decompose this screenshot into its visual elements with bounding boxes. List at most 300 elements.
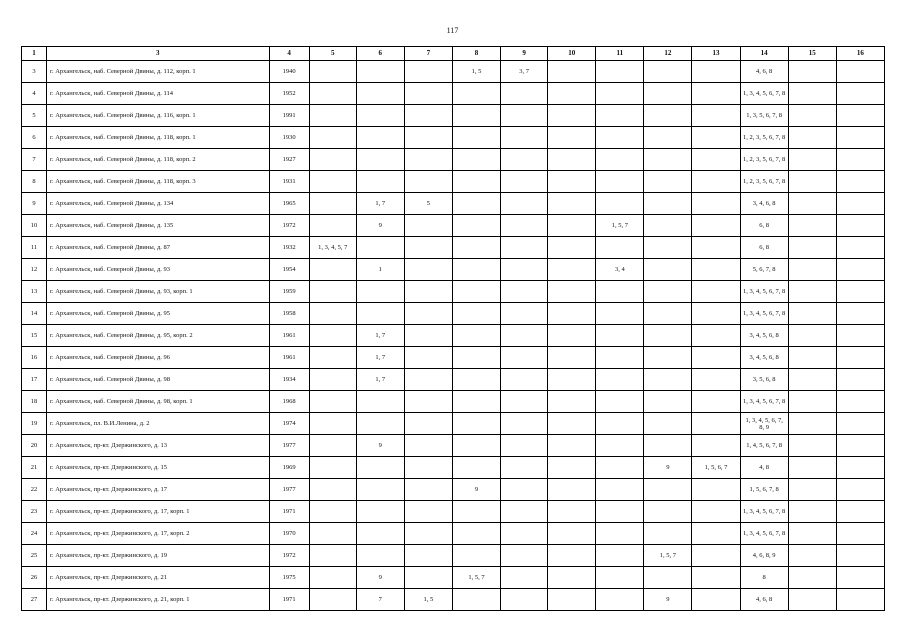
table-cell bbox=[788, 567, 836, 589]
table-cell bbox=[309, 391, 356, 413]
table-cell bbox=[644, 347, 692, 369]
table-cell: 1, 5, 7 bbox=[644, 545, 692, 567]
table-cell bbox=[788, 589, 836, 611]
table-cell bbox=[596, 479, 644, 501]
table-cell bbox=[788, 501, 836, 523]
table-cell bbox=[788, 193, 836, 215]
table-cell: 1974 bbox=[269, 413, 309, 435]
table-cell: 6, 8 bbox=[740, 215, 788, 237]
table-cell bbox=[452, 127, 500, 149]
table-cell bbox=[596, 237, 644, 259]
column-header: 1 bbox=[22, 47, 47, 61]
table-cell bbox=[596, 281, 644, 303]
table-cell: 4, 6, 8 bbox=[740, 589, 788, 611]
row-number-cell: 24 bbox=[22, 523, 47, 545]
table-cell bbox=[692, 83, 740, 105]
table-cell bbox=[596, 303, 644, 325]
address-cell: г. Архангельск, пр-кт. Дзержинского, д. 17, корп. 1 bbox=[47, 501, 270, 523]
table-cell bbox=[309, 369, 356, 391]
table-cell bbox=[501, 567, 548, 589]
address-cell: г. Архангельск, наб. Северной Двины, д. 95, корп. 2 bbox=[47, 325, 270, 347]
table-cell bbox=[692, 61, 740, 83]
row-number-cell: 4 bbox=[22, 83, 47, 105]
table-cell bbox=[356, 171, 404, 193]
table-row bbox=[22, 435, 885, 457]
address-cell: г. Архангельск, наб. Северной Двины, д. 118, корп. 1 bbox=[47, 127, 270, 149]
table-cell bbox=[452, 347, 500, 369]
table-cell: 1, 2, 3, 5, 6, 7, 8 bbox=[740, 149, 788, 171]
table-cell bbox=[836, 435, 884, 457]
table-cell: 1, 2, 3, 5, 6, 7, 8 bbox=[740, 127, 788, 149]
row-number-cell: 12 bbox=[22, 259, 47, 281]
table-row bbox=[22, 127, 885, 149]
table-cell bbox=[836, 567, 884, 589]
table-row bbox=[22, 523, 885, 545]
table-cell bbox=[692, 215, 740, 237]
table-cell bbox=[596, 589, 644, 611]
table-cell bbox=[501, 193, 548, 215]
table-cell bbox=[404, 369, 452, 391]
table-cell bbox=[452, 589, 500, 611]
table-cell: 9 bbox=[356, 215, 404, 237]
table-cell: 3, 7 bbox=[501, 61, 548, 83]
table-cell bbox=[644, 149, 692, 171]
table-cell bbox=[501, 215, 548, 237]
table-cell bbox=[309, 501, 356, 523]
table-cell bbox=[596, 347, 644, 369]
row-number-cell: 3 bbox=[22, 61, 47, 83]
table-cell: 1, 3, 4, 5, 6, 7, 8, 9 bbox=[740, 413, 788, 435]
table-cell bbox=[548, 391, 596, 413]
table-cell bbox=[309, 457, 356, 479]
table-cell bbox=[692, 391, 740, 413]
row-number-cell: 15 bbox=[22, 325, 47, 347]
table-cell bbox=[452, 215, 500, 237]
table-cell bbox=[404, 325, 452, 347]
table-cell bbox=[501, 325, 548, 347]
table-row bbox=[22, 369, 885, 391]
table-cell: 1961 bbox=[269, 347, 309, 369]
table-cell bbox=[309, 193, 356, 215]
table-cell bbox=[452, 237, 500, 259]
table-cell bbox=[404, 259, 452, 281]
table-body bbox=[22, 61, 885, 611]
table-cell bbox=[644, 523, 692, 545]
table-row bbox=[22, 61, 885, 83]
table-row bbox=[22, 303, 885, 325]
table-cell bbox=[836, 149, 884, 171]
table-cell bbox=[452, 369, 500, 391]
table-cell bbox=[548, 171, 596, 193]
table-row bbox=[22, 567, 885, 589]
table-cell bbox=[452, 391, 500, 413]
address-cell: г. Архангельск, наб. Северной Двины, д. 96 bbox=[47, 347, 270, 369]
table-cell bbox=[836, 215, 884, 237]
table-cell bbox=[309, 259, 356, 281]
row-number-cell: 25 bbox=[22, 545, 47, 567]
table-cell: 3, 5, 6, 8 bbox=[740, 369, 788, 391]
table-cell bbox=[596, 567, 644, 589]
table-cell bbox=[836, 457, 884, 479]
table-cell bbox=[596, 435, 644, 457]
address-cell: г. Архангельск, наб. Северной Двины, д. 116, корп. 1 bbox=[47, 105, 270, 127]
table-cell bbox=[836, 127, 884, 149]
table-cell bbox=[548, 325, 596, 347]
table-cell bbox=[356, 105, 404, 127]
table-cell bbox=[548, 105, 596, 127]
row-number-cell: 17 bbox=[22, 369, 47, 391]
table-cell bbox=[692, 237, 740, 259]
register-table bbox=[21, 46, 885, 611]
table-cell: 1954 bbox=[269, 259, 309, 281]
table-cell bbox=[404, 171, 452, 193]
table-cell bbox=[548, 457, 596, 479]
table-cell bbox=[548, 479, 596, 501]
table-cell bbox=[596, 325, 644, 347]
table-cell bbox=[836, 501, 884, 523]
table-cell bbox=[836, 545, 884, 567]
table-cell: 1975 bbox=[269, 567, 309, 589]
table-cell bbox=[501, 369, 548, 391]
table-cell: 5 bbox=[404, 193, 452, 215]
table-cell bbox=[788, 105, 836, 127]
table-cell: 1991 bbox=[269, 105, 309, 127]
table-cell bbox=[788, 83, 836, 105]
table-cell bbox=[836, 281, 884, 303]
table-row bbox=[22, 149, 885, 171]
table-row bbox=[22, 215, 885, 237]
table-cell bbox=[309, 567, 356, 589]
table-cell bbox=[452, 193, 500, 215]
table-cell bbox=[404, 391, 452, 413]
row-number-cell: 11 bbox=[22, 237, 47, 259]
table-cell bbox=[548, 61, 596, 83]
table-cell bbox=[309, 545, 356, 567]
table-cell bbox=[356, 479, 404, 501]
table-cell bbox=[692, 171, 740, 193]
table-cell: 1932 bbox=[269, 237, 309, 259]
table-cell bbox=[596, 501, 644, 523]
column-header: 7 bbox=[404, 47, 452, 61]
address-cell: г. Архангельск, наб. Северной Двины, д. 87 bbox=[47, 237, 270, 259]
table-cell bbox=[501, 303, 548, 325]
table-cell bbox=[644, 479, 692, 501]
table-cell bbox=[788, 347, 836, 369]
table-cell bbox=[644, 105, 692, 127]
table-cell bbox=[452, 303, 500, 325]
table-cell: 1940 bbox=[269, 61, 309, 83]
table-cell bbox=[644, 259, 692, 281]
column-header: 12 bbox=[644, 47, 692, 61]
table-cell bbox=[692, 259, 740, 281]
table-cell bbox=[644, 325, 692, 347]
table-cell bbox=[501, 435, 548, 457]
table-row bbox=[22, 105, 885, 127]
table-cell: 1, 3, 4, 5, 6, 7, 8 bbox=[740, 391, 788, 413]
table-cell: 1, 3, 4, 5, 7 bbox=[309, 237, 356, 259]
table-row bbox=[22, 281, 885, 303]
table-cell bbox=[548, 413, 596, 435]
table-cell bbox=[788, 413, 836, 435]
table-cell: 1, 4, 5, 6, 7, 8 bbox=[740, 435, 788, 457]
table-cell bbox=[356, 545, 404, 567]
table-cell bbox=[692, 435, 740, 457]
table-cell bbox=[404, 501, 452, 523]
address-cell: г. Архангельск, наб. Северной Двины, д. 93 bbox=[47, 259, 270, 281]
table-cell: 1, 2, 3, 5, 6, 7, 8 bbox=[740, 171, 788, 193]
table-cell bbox=[596, 545, 644, 567]
table-cell bbox=[836, 589, 884, 611]
table-cell bbox=[596, 149, 644, 171]
row-number-cell: 20 bbox=[22, 435, 47, 457]
table-cell bbox=[309, 127, 356, 149]
table-cell bbox=[356, 523, 404, 545]
table-cell bbox=[548, 369, 596, 391]
table-cell bbox=[501, 171, 548, 193]
table-cell bbox=[356, 127, 404, 149]
table-cell: 1, 7 bbox=[356, 193, 404, 215]
table-cell bbox=[501, 149, 548, 171]
table-cell bbox=[692, 193, 740, 215]
table-cell bbox=[404, 457, 452, 479]
row-number-cell: 7 bbox=[22, 149, 47, 171]
table-cell bbox=[356, 237, 404, 259]
table-cell bbox=[501, 259, 548, 281]
row-number-cell: 6 bbox=[22, 127, 47, 149]
table-cell bbox=[644, 193, 692, 215]
table-cell bbox=[548, 303, 596, 325]
table-cell bbox=[644, 435, 692, 457]
table-cell bbox=[788, 281, 836, 303]
row-number-cell: 5 bbox=[22, 105, 47, 127]
table-cell bbox=[309, 347, 356, 369]
header-row bbox=[22, 47, 885, 61]
address-cell: г. Архангельск, пр-кт. Дзержинского, д. 13 bbox=[47, 435, 270, 457]
table-cell bbox=[644, 413, 692, 435]
table-cell bbox=[452, 413, 500, 435]
table-cell: 1934 bbox=[269, 369, 309, 391]
table-cell bbox=[788, 435, 836, 457]
table-cell bbox=[644, 171, 692, 193]
table-cell: 9 bbox=[644, 457, 692, 479]
table-cell: 3, 4 bbox=[596, 259, 644, 281]
table-cell bbox=[309, 149, 356, 171]
table-cell bbox=[692, 347, 740, 369]
row-number-cell: 22 bbox=[22, 479, 47, 501]
table-cell bbox=[644, 567, 692, 589]
table-cell bbox=[501, 105, 548, 127]
table-row bbox=[22, 501, 885, 523]
table-cell bbox=[596, 391, 644, 413]
table-cell bbox=[596, 61, 644, 83]
table-cell bbox=[788, 127, 836, 149]
table-cell: 1, 7 bbox=[356, 347, 404, 369]
table-cell: 6, 8 bbox=[740, 237, 788, 259]
table-cell bbox=[309, 83, 356, 105]
table-cell bbox=[309, 479, 356, 501]
table-cell bbox=[836, 523, 884, 545]
table-cell bbox=[836, 391, 884, 413]
table-cell bbox=[596, 105, 644, 127]
table-cell bbox=[692, 523, 740, 545]
column-header: 4 bbox=[269, 47, 309, 61]
table-cell bbox=[692, 545, 740, 567]
table-cell bbox=[548, 567, 596, 589]
table-cell bbox=[309, 325, 356, 347]
table-row bbox=[22, 391, 885, 413]
table-cell bbox=[644, 237, 692, 259]
table-cell bbox=[309, 281, 356, 303]
table-cell: 9 bbox=[452, 479, 500, 501]
table-cell bbox=[404, 105, 452, 127]
table-cell bbox=[836, 171, 884, 193]
table-cell bbox=[501, 457, 548, 479]
address-cell: г. Архангельск, наб. Северной Двины, д. 98 bbox=[47, 369, 270, 391]
table-row bbox=[22, 457, 885, 479]
table-cell bbox=[548, 589, 596, 611]
table-cell bbox=[548, 149, 596, 171]
table-cell bbox=[356, 303, 404, 325]
address-cell: г. Архангельск, пл. В.И.Ленина, д. 2 bbox=[47, 413, 270, 435]
row-number-cell: 8 bbox=[22, 171, 47, 193]
row-number-cell: 26 bbox=[22, 567, 47, 589]
table-cell bbox=[309, 61, 356, 83]
table-cell bbox=[309, 215, 356, 237]
table-cell bbox=[452, 171, 500, 193]
table-cell: 1971 bbox=[269, 589, 309, 611]
table-cell: 1971 bbox=[269, 501, 309, 523]
table-cell bbox=[692, 325, 740, 347]
table-cell bbox=[452, 83, 500, 105]
table-cell: 1, 3, 4, 5, 6, 7, 8 bbox=[740, 501, 788, 523]
table-cell: 1, 7 bbox=[356, 369, 404, 391]
table-cell bbox=[836, 193, 884, 215]
table-cell bbox=[692, 281, 740, 303]
table-cell bbox=[788, 325, 836, 347]
table-cell bbox=[836, 259, 884, 281]
column-header: 6 bbox=[356, 47, 404, 61]
table-cell bbox=[692, 369, 740, 391]
table-cell: 4, 6, 8, 9 bbox=[740, 545, 788, 567]
table-cell bbox=[692, 105, 740, 127]
table-cell bbox=[404, 545, 452, 567]
table-cell bbox=[788, 457, 836, 479]
table-cell bbox=[692, 479, 740, 501]
table-cell: 1, 5, 6, 7 bbox=[692, 457, 740, 479]
table-cell bbox=[692, 501, 740, 523]
table-cell bbox=[501, 413, 548, 435]
table-cell bbox=[692, 589, 740, 611]
table-cell bbox=[836, 369, 884, 391]
table-cell bbox=[356, 501, 404, 523]
table-cell bbox=[548, 545, 596, 567]
table-cell: 1, 5, 6, 7, 8 bbox=[740, 479, 788, 501]
table-cell: 5, 6, 7, 8 bbox=[740, 259, 788, 281]
table-cell: 1, 3, 4, 5, 6, 7, 8 bbox=[740, 83, 788, 105]
row-number-cell: 13 bbox=[22, 281, 47, 303]
table-cell bbox=[548, 215, 596, 237]
table-cell bbox=[309, 435, 356, 457]
table-cell bbox=[788, 215, 836, 237]
table-cell bbox=[452, 325, 500, 347]
row-number-cell: 9 bbox=[22, 193, 47, 215]
table-cell bbox=[548, 501, 596, 523]
row-number-cell: 16 bbox=[22, 347, 47, 369]
table-cell: 7 bbox=[356, 589, 404, 611]
column-header: 10 bbox=[548, 47, 596, 61]
table-cell bbox=[356, 457, 404, 479]
table-cell bbox=[452, 105, 500, 127]
table-cell bbox=[548, 347, 596, 369]
table-cell bbox=[836, 237, 884, 259]
table-cell bbox=[501, 391, 548, 413]
table-cell: 1927 bbox=[269, 149, 309, 171]
table-cell bbox=[596, 83, 644, 105]
row-number-cell: 18 bbox=[22, 391, 47, 413]
table-cell bbox=[548, 435, 596, 457]
table-cell: 1, 5, 7 bbox=[596, 215, 644, 237]
address-cell: г. Архангельск, пр-кт. Дзержинского, д. 15 bbox=[47, 457, 270, 479]
table-row bbox=[22, 347, 885, 369]
table-cell bbox=[356, 413, 404, 435]
table-cell bbox=[548, 127, 596, 149]
address-cell: г. Архангельск, пр-кт. Дзержинского, д. 19 bbox=[47, 545, 270, 567]
table-row bbox=[22, 171, 885, 193]
table-cell bbox=[644, 61, 692, 83]
table-cell bbox=[788, 237, 836, 259]
table-cell bbox=[452, 149, 500, 171]
table-cell bbox=[596, 457, 644, 479]
table-cell bbox=[548, 83, 596, 105]
table-cell bbox=[356, 83, 404, 105]
table-cell bbox=[501, 347, 548, 369]
table-cell bbox=[356, 61, 404, 83]
column-header: 11 bbox=[596, 47, 644, 61]
table-cell bbox=[404, 567, 452, 589]
table-cell bbox=[692, 127, 740, 149]
table-cell bbox=[309, 523, 356, 545]
table-cell bbox=[644, 501, 692, 523]
column-header: 15 bbox=[788, 47, 836, 61]
column-header: 14 bbox=[740, 47, 788, 61]
address-cell: г. Архангельск, наб. Северной Двины, д. 98, корп. 1 bbox=[47, 391, 270, 413]
table-cell bbox=[788, 545, 836, 567]
table-cell: 1, 7 bbox=[356, 325, 404, 347]
table-cell bbox=[356, 281, 404, 303]
address-cell: г. Архангельск, наб. Северной Двины, д. 114 bbox=[47, 83, 270, 105]
table-cell bbox=[644, 391, 692, 413]
table-cell bbox=[788, 171, 836, 193]
table-cell bbox=[548, 259, 596, 281]
row-number-cell: 27 bbox=[22, 589, 47, 611]
table-cell: 1961 bbox=[269, 325, 309, 347]
table-row bbox=[22, 545, 885, 567]
table-cell bbox=[836, 413, 884, 435]
table-cell bbox=[404, 435, 452, 457]
table-cell bbox=[596, 193, 644, 215]
column-header: 13 bbox=[692, 47, 740, 61]
table-cell bbox=[836, 325, 884, 347]
address-cell: г. Архангельск, пр-кт. Дзержинского, д. 17 bbox=[47, 479, 270, 501]
table-cell bbox=[788, 259, 836, 281]
table-row bbox=[22, 237, 885, 259]
table-cell bbox=[788, 303, 836, 325]
column-header: 16 bbox=[836, 47, 884, 61]
table-cell bbox=[501, 281, 548, 303]
address-cell: г. Архангельск, наб. Северной Двины, д. 112, корп. 1 bbox=[47, 61, 270, 83]
row-number-cell: 19 bbox=[22, 413, 47, 435]
table-cell: 9 bbox=[356, 435, 404, 457]
